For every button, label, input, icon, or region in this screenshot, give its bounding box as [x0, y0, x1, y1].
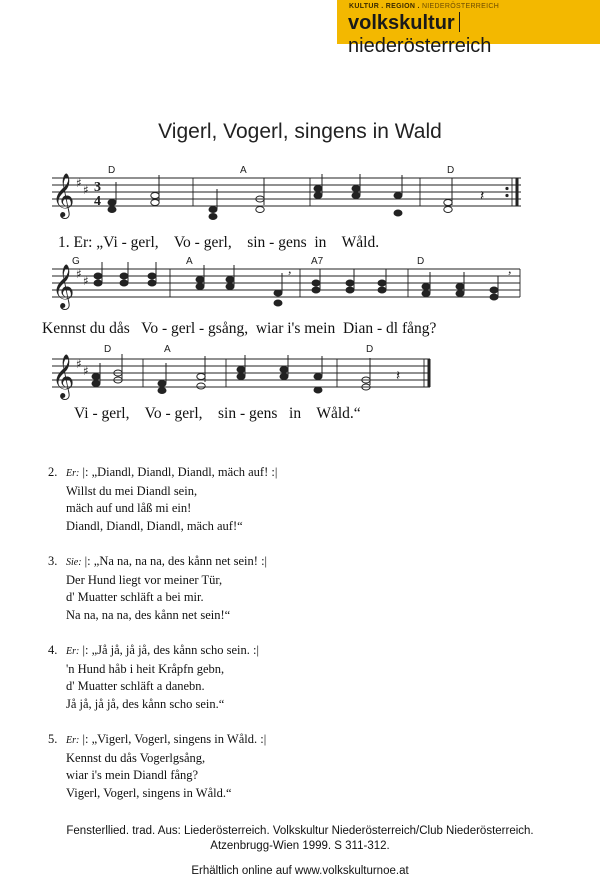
svg-text:♯: ♯	[76, 357, 82, 371]
verse-2: 2. Er: |: „Diandl, Diandl, Diandl, mäch auf! :| Willst du mei Diandl sein, mäch auf und låß mi ein! Diandl, Diandl, Diandl, mäch auf!“	[48, 465, 278, 533]
verses	[48, 464, 277, 820]
svg-text:♯: ♯	[83, 183, 89, 197]
notes-staff-3	[92, 354, 370, 394]
svg-text:𝄞: 𝄞	[52, 354, 75, 398]
svg-text:G: G	[72, 256, 80, 267]
lyrics-line-2: Kennst du dås Vo - gerl - gsång, wiar i's mein Dian - dl fång?	[42, 320, 437, 337]
svg-text:𝄽: 𝄽	[480, 188, 485, 204]
chord-A: A	[240, 165, 247, 176]
lyrics-line-3: Vi - gerl, Vo - gerl, sin - gens in Wåld.“	[74, 405, 361, 422]
svg-text:A7: A7	[311, 256, 324, 267]
source-citation: Fensterllied. trad. Aus: Liederösterreich. Volkskultur Niederösterreich/Club Niederösterreich. Atzenbrugg-Wien 1999. S 311-312.	[66, 825, 534, 852]
verse-3: 3. Sie: |: „Na na, na na, des kånn net sein! :| Der Hund liegt vor meiner Tür, d' Muatter schläft a bei mir. Na na, na na, des kånn net sein!“	[48, 554, 268, 622]
svg-text:,: ,	[288, 262, 292, 277]
svg-text:A: A	[164, 344, 171, 355]
svg-text:𝄞: 𝄞	[52, 264, 75, 308]
svg-text:A: A	[186, 256, 193, 267]
svg-text:D: D	[417, 256, 425, 267]
svg-text:♯: ♯	[83, 364, 89, 378]
chord-D: D	[108, 165, 116, 176]
verse-4: 4. Er: |: „Jå jå, jå jå, des kånn scho sein. :| 'n Hund håb i heit Kråpfn gebn, d' Muatter schläft a danebn. Jå jå, jå jå, des kånn scho sein.“	[48, 643, 259, 711]
online-availability: Erhältlich online auf www.volkskulturnoe.at	[191, 865, 409, 877]
logo-tagline: KULTUR . REGION . NIEDERÖSTERREICH	[349, 3, 500, 10]
sheet-music	[0, 160, 600, 430]
lyrics-line-1: 1. Er: „Vi - gerl, Vo - gerl, sin - gens in Wåld.	[58, 234, 380, 251]
staff-line-1	[52, 178, 521, 206]
svg-text:,: ,	[508, 262, 512, 277]
svg-text:𝄽: 𝄽	[396, 368, 401, 384]
volkskultur-logo	[337, 0, 600, 57]
svg-text:D: D	[366, 344, 374, 355]
notes-staff-1	[108, 174, 452, 220]
svg-text:4: 4	[94, 194, 101, 209]
song-title: Vigerl, Vogerl, singens in Wald	[158, 120, 442, 143]
svg-text:♯: ♯	[76, 176, 82, 190]
svg-text:♯: ♯	[83, 274, 89, 288]
logo-brand: volkskulturniederösterreich	[348, 12, 492, 57]
svg-text:D: D	[104, 344, 112, 355]
svg-text:𝄞: 𝄞	[52, 173, 75, 217]
svg-text:3: 3	[94, 180, 101, 195]
svg-text:♯: ♯	[76, 267, 82, 281]
verse-5: 5. Er: |: „Vigerl, Vogerl, singens in Wåld. :| Kennst du dås Vogerlgsång, wiar i's mein Diandl fång? Vigerl, Vogerl, singens in Wåld.“	[48, 732, 267, 800]
chord-D: D	[447, 165, 455, 176]
